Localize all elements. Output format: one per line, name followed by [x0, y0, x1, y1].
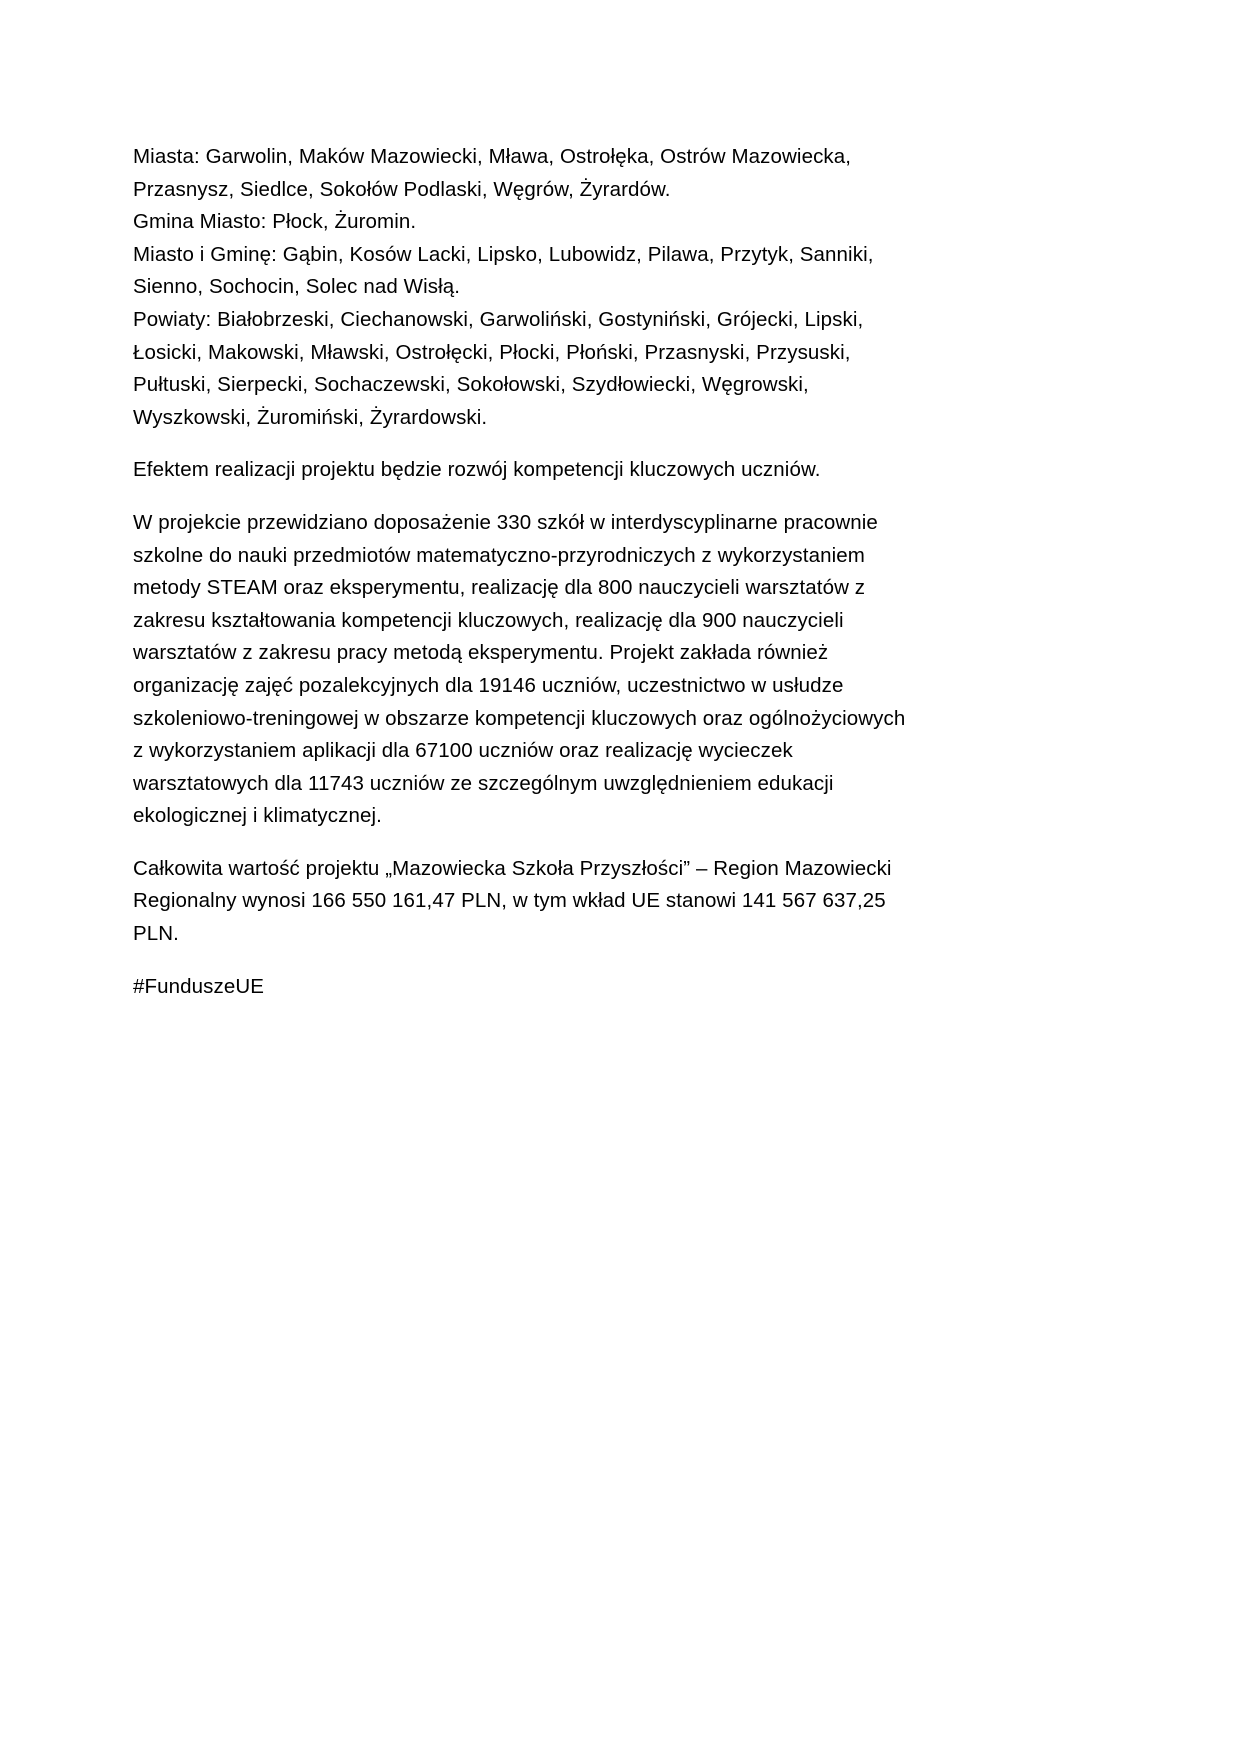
- text-line: ekologicznej i klimatycznej.: [133, 804, 382, 828]
- text-line: W projekcie przewidziano doposażenie 330 szkół w interdyscyplinarne pracownie: [133, 510, 878, 534]
- text-line: Łosicki, Makowski, Mławski, Ostrołęcki, Płocki, Płoński, Przasnyski, Przysuski,: [133, 340, 851, 364]
- text-line: szkolne do nauki przedmiotów matematyczno-przyrodniczych z wykorzystaniem: [133, 543, 865, 567]
- text-line: Efektem realizacji projektu będzie rozwój kompetencji kluczowych uczniów.: [133, 458, 821, 482]
- text-line: Wyszkowski, Żuromiński, Żyrardowski.: [133, 405, 488, 429]
- document-text-block: [133, 141, 1013, 1023]
- text-line: Gmina Miasto: Płock, Żuromin.: [133, 210, 417, 234]
- text-line: Powiaty: Białobrzeski, Ciechanowski, Garwoliński, Gostyniński, Grójecki, Lipski,: [133, 307, 864, 331]
- text-line: organizację zajęć pozalekcyjnych dla 19146 uczniów, uczestnictwo w usłudze: [133, 673, 844, 697]
- text-line: szkoleniowo-treningowej w obszarze kompetencji kluczowych oraz ogólnożyciowych: [133, 706, 906, 730]
- paragraph-locations: [133, 141, 1013, 434]
- text-line: PLN.: [133, 922, 179, 946]
- text-line: Przasnysz, Siedlce, Sokołów Podlaski, Węgrów, Żyrardów.: [133, 177, 671, 201]
- text-line: zakresu kształtowania kompetencji kluczowych, realizację dla 900 nauczycieli: [133, 608, 844, 632]
- text-line: Miasta: Garwolin, Maków Mazowiecki, Mława, Ostrołęka, Ostrów Mazowiecka,: [133, 145, 852, 168]
- text-line: Całkowita wartość projektu „Mazowiecka Szkoła Przyszłości” – Region Mazowiecki: [133, 856, 892, 880]
- text-line: warsztatowych dla 11743 uczniów ze szczególnym uwzględnieniem edukacji: [133, 771, 834, 795]
- text-line: Pułtuski, Sierpecki, Sochaczewski, Sokołowski, Szydłowiecki, Węgrowski,: [133, 373, 809, 397]
- text-line: Sienno, Sochocin, Solec nad Wisłą.: [133, 275, 461, 299]
- text-line: warsztatów z zakresu pracy metodą eksperymentu. Projekt zakłada również: [133, 641, 829, 665]
- paragraph-hashtag: [133, 971, 1013, 1004]
- text-line: z wykorzystaniem aplikacji dla 67100 uczniów oraz realizację wycieczek: [133, 739, 793, 763]
- text-line: metody STEAM oraz eksperymentu, realizację dla 800 nauczycieli warsztatów z: [133, 576, 866, 600]
- paragraph-project-value: [133, 853, 1013, 951]
- text-line: Miasto i Gminę: Gąbin, Kosów Lacki, Lipsko, Lubowidz, Pilawa, Przytyk, Sanniki,: [133, 242, 874, 266]
- hashtag-text: #FunduszeUE: [133, 974, 265, 998]
- paragraph-effect: [133, 454, 1013, 487]
- text-line: Regionalny wynosi 166 550 161,47 PLN, w tym wkład UE stanowi 141 567 637,25: [133, 889, 886, 913]
- paragraph-project-scope: [133, 507, 1013, 833]
